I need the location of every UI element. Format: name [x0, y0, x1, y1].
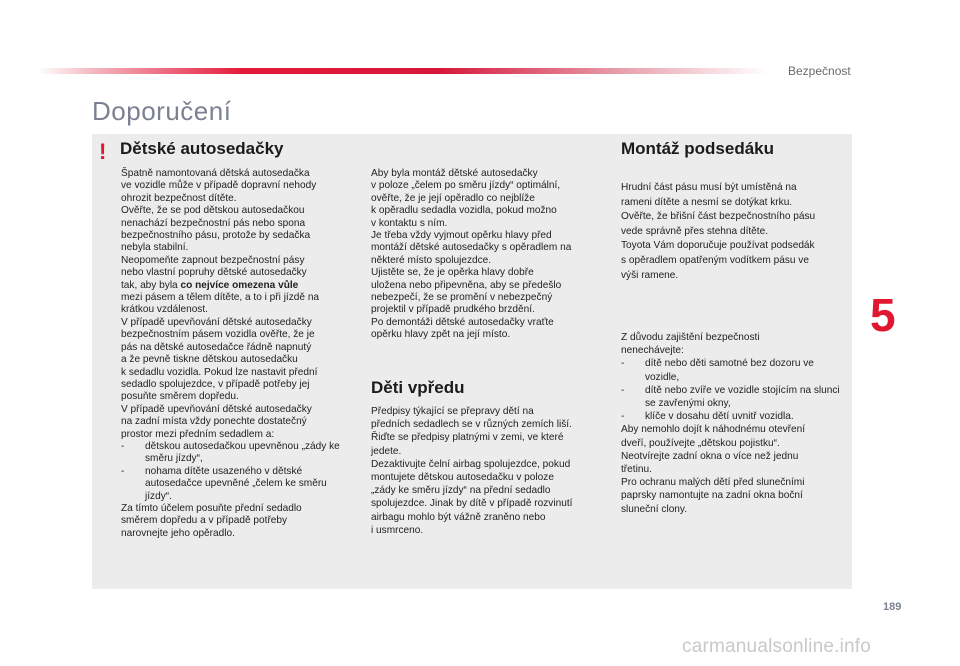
bullet-dash: - [621, 411, 625, 423]
text-line: nenachází bezpečnostní pás nebo spona [121, 217, 306, 229]
text-line: Je třeba vždy vyjmout opěrku hlavy před [371, 230, 552, 242]
header-accent-bar [38, 68, 768, 74]
text-line: směrem dopředu a v případě potřeby [121, 515, 288, 527]
text-line: ve vozidle může v případě dopravní nehody [121, 180, 317, 192]
text-line: V případě upevňování dětské autosedačky [121, 316, 312, 328]
chapter-number: 5 [870, 289, 896, 341]
text-line: opěrku hlavy zpět na její místo. [371, 329, 511, 341]
children-front-text [371, 405, 605, 537]
bullet-text: nohama dítěte usazeného v dětské autosedačce upevněné „čelem ke směru jízdy“. [145, 465, 327, 502]
child-seats-text [121, 168, 356, 540]
watermark: carmanualsonline.info [682, 636, 872, 657]
text-line: narovnejte jeho opěradlo. [121, 527, 235, 539]
text-line: Ověřte, že se pod dětskou autosedačkou [121, 205, 305, 217]
text-line: Řiďte se předpisy platnými v zemi, ve které [371, 432, 564, 444]
text-line: krátkou vzdálenost. [121, 304, 208, 316]
bullet-text: klíče v dosahu dětí uvnitř vozidla. [645, 411, 794, 423]
text-line: sedadlo spolujezdce, v případě potřeby jej [121, 378, 310, 390]
text-line: projektil v případě prudkého brzdění. [371, 304, 535, 316]
text-line: v kontaktu s ním. [371, 217, 448, 229]
text-line: vede správně přes stehna dítěte. [621, 225, 769, 237]
text-line: uložena nebo připevněna, aby se předešlo [371, 279, 562, 291]
text-line: k sedadlu vozidla. Pokud lze nastavit přední [121, 366, 318, 378]
text-line: třetinu. [621, 464, 652, 476]
text-line: Za tímto účelem posuňte přední sedadlo [121, 502, 302, 514]
text-line: nenechávejte: [621, 345, 684, 357]
text-line-emphasis [121, 280, 356, 292]
text-line: ověřte, že je její opěradlo co nejblíže [371, 192, 535, 204]
text-line: montujete dětskou autosedačku v poloze [371, 472, 554, 484]
bullet-item [121, 466, 356, 503]
text-line: bezpečnostním pásem vozidla ověřte, že je [121, 329, 315, 341]
text-line: nebo vlastní popruhy dětské autosedačky [121, 267, 307, 279]
text-line: Neotvírejte zadní okna o více než jednu [621, 450, 799, 462]
text-line: sluneční clony. [621, 503, 688, 515]
heading-children-front: Děti vpředu [371, 378, 465, 397]
text-line: i usmrceno. [371, 524, 424, 536]
text-line: spolujezdce. Jinak by dítě v případě rozvinutí [371, 498, 573, 510]
text-line: Hrudní část pásu musí být umístěná na [621, 182, 797, 193]
text-line: Pro ochranu malých dětí před slunečními [621, 477, 805, 489]
text-run: tak, aby byla [121, 279, 181, 291]
bullet-text: dětskou autosedačkou upevněnou „zády ke směru jízdy“, [145, 440, 340, 465]
safety-text [621, 331, 849, 516]
text-line: Ověřte, že břišní část bezpečnostního pásu [621, 211, 816, 223]
bullet-item [121, 441, 356, 466]
text-line: a že pevně tiskne dětskou autosedačku [121, 354, 298, 366]
text-line: rameni dítěte a nesmí se dotýkat krku. [621, 196, 793, 208]
text-line: Ujistěte se, že je opěrka hlavy dobře [371, 267, 534, 279]
text-line: paprsky namontujte na zadní okna boční [621, 490, 803, 502]
text-line: montáží dětské autosedačky s opěradlem na [371, 242, 572, 254]
text-line: s opěradlem opatřeným vodítkem pásu ve [621, 254, 809, 266]
text-line: Z důvodu zajištění bezpečnosti [621, 332, 760, 343]
text-line: Aby byla montáž dětské autosedačky [371, 168, 538, 179]
text-line: Předpisy týkající se přepravy dětí na [371, 406, 534, 417]
bullet-dash: - [121, 440, 125, 452]
text-line: některé místo spolujezdce. [371, 254, 492, 266]
text-line: dveří, používejte „dětskou pojistku“. [621, 437, 780, 449]
text-line: prostor mezi předním sedadlem a: [121, 428, 275, 440]
text-line: nebyla stabilní. [121, 242, 189, 254]
text-line: posuňte směrem dopředu. [121, 391, 239, 403]
text-line: Špatně namontovaná dětská autosedačka [121, 168, 310, 179]
text-line: Toyota Vám doporučuje používat podsedák [621, 240, 815, 252]
text-line: mezi pásem a tělem dítěte, a to i při jízdě na [121, 292, 320, 304]
warning-icon: ! [99, 139, 107, 164]
text-line: na zadní místa vždy ponechte dostatečný [121, 416, 307, 428]
section-label: Bezpečnost [788, 64, 851, 78]
text-line: v poloze „čelem po směru jízdy“ optimální, [371, 180, 561, 192]
bullet-item [621, 384, 849, 410]
emphasis-text: co nejvíce omezena vůle [180, 279, 299, 291]
bullet-dash: - [621, 358, 625, 370]
headrest-text [371, 168, 605, 342]
text-line: k opěradlu sedadla vozidla, pokud možno [371, 205, 557, 217]
text-line: jedete. [371, 445, 402, 457]
text-line: „zády ke směru jízdy“ na přední sedadlo [371, 485, 551, 497]
text-line: Dezaktivujte čelní airbag spolujezdce, pokud [371, 458, 571, 470]
bullet-item [621, 357, 849, 383]
bullet-text: dítě nebo děti samotné bez dozoru ve vozidle, [645, 358, 814, 383]
page-number: 189 [883, 601, 902, 613]
text-line: airbagu mohlo být vážně zraněno nebo [371, 511, 546, 523]
text-line: výši ramene. [621, 269, 679, 281]
heading-booster-installation: Montáž podsedáku [621, 139, 775, 158]
text-line: Po demontáži dětské autosedačky vraťte [371, 316, 554, 328]
text-line: ohrozit bezpečnost dítěte. [121, 192, 237, 204]
text-line: Aby nemohlo dojít k náhodnému otevření [621, 424, 806, 436]
heading-child-seats: Dětské autosedačky [120, 139, 284, 158]
text-line: V případě upevňování dětské autosedačky [121, 403, 312, 415]
bullet-dash: - [621, 384, 625, 396]
text-line: předních sedadlech se v různých zemích liší. [371, 419, 572, 431]
bullet-item [621, 410, 849, 423]
bullet-text: dítě nebo zvíře ve vozidle stojícím na slunci se zavřenými okny, [645, 384, 840, 410]
page-title: Doporučení [92, 96, 232, 126]
text-line: Neopomeňte zapnout bezpečnostní pásy [121, 254, 305, 266]
text-line: pás na dětské autosedačce řádně napnutý [121, 341, 312, 353]
text-line: bezpečnostního pásu, protože by sedačka [121, 230, 311, 242]
booster-text [621, 181, 849, 283]
text-line: nebezpečí, že se promění v nebezpečný [371, 292, 553, 304]
bullet-dash: - [121, 465, 125, 477]
